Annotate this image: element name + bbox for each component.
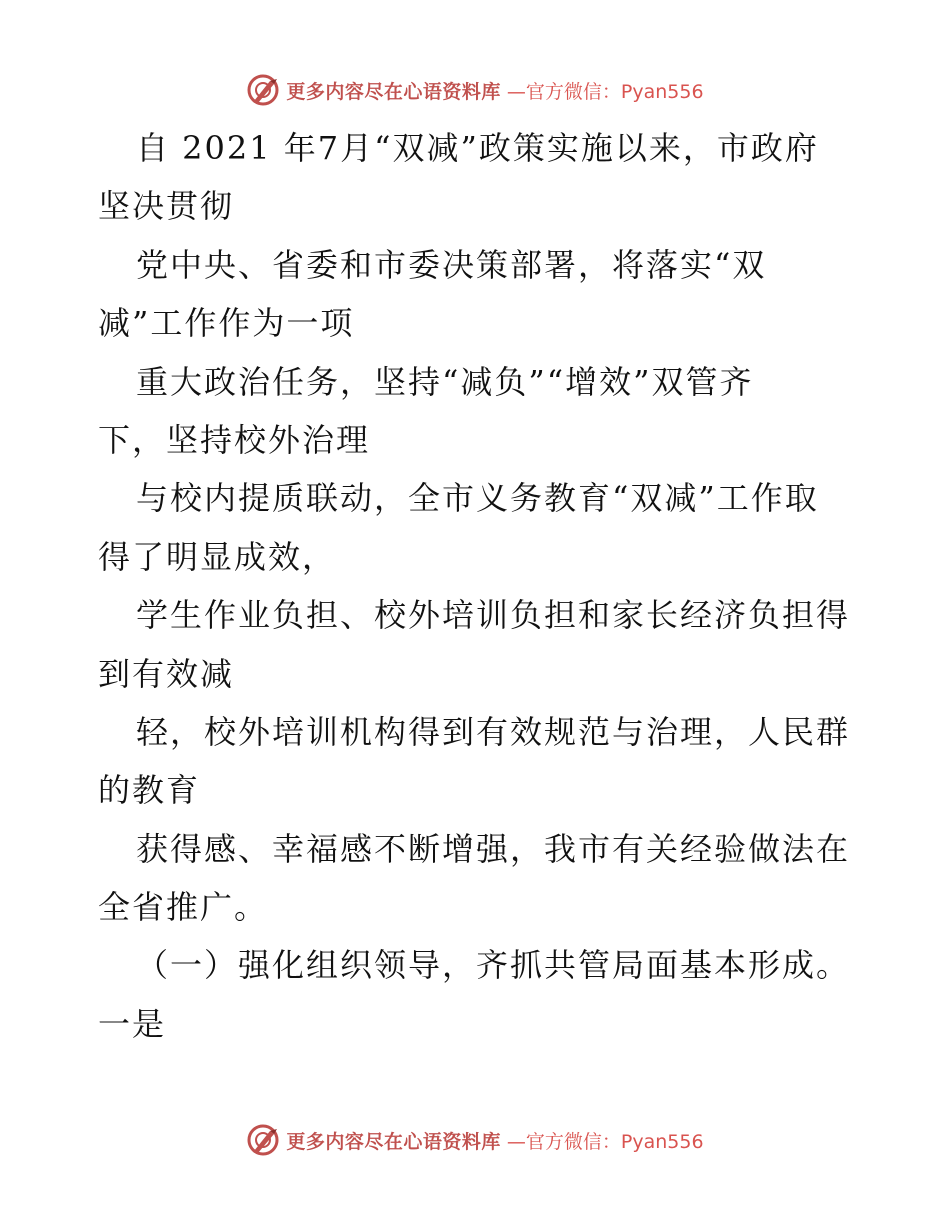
pen-logo-icon (246, 1123, 280, 1157)
text-line: 坚决贯彻 (98, 187, 235, 226)
text-line: 到有效减 (98, 654, 235, 693)
header-banner (0, 70, 950, 110)
text-line: 与校内提质联动，全市义务教育“双减”工作取 (136, 479, 819, 518)
text-line: 全省推广。 (98, 888, 269, 927)
text-line: 减”工作作为一项 (98, 304, 355, 343)
footer-banner (0, 1120, 950, 1160)
text-line: 党中央、省委和市委决策部署，将落实“双 (136, 245, 767, 284)
text-line: 获得感、幸福感不断增强，我市有关经验做法在 (136, 829, 851, 868)
text-line: 的教育 (98, 771, 201, 810)
text-line: 一是 (98, 1004, 167, 1043)
text-line: 轻，校外培训机构得到有效规范与治理，人民群 (136, 712, 851, 751)
text-line: 自 2021 年7月“双减”政策实施以来，市政府 (136, 129, 819, 167)
text-line: 得了明显成效， (98, 537, 337, 576)
text-line: 下，坚持校外治理 (98, 420, 371, 459)
document-body (98, 119, 858, 1053)
banner-promo-text: 更多内容尽在心语资料库 (286, 1130, 501, 1153)
pen-logo-icon (246, 73, 280, 107)
text-line: 学生作业负担、校外培训负担和家长经济负担得 (136, 596, 851, 635)
banner-official-wechat: —官方微信：Pyan556 (506, 80, 704, 103)
text-line: （一）强化组织领导，齐抓共管局面基本形成。 (136, 946, 851, 985)
banner-promo-text: 更多内容尽在心语资料库 (286, 80, 501, 103)
text-line: 重大政治任务，坚持“减负”“增效”双管齐 (136, 362, 754, 401)
banner-official-wechat: —官方微信：Pyan556 (506, 1130, 704, 1153)
